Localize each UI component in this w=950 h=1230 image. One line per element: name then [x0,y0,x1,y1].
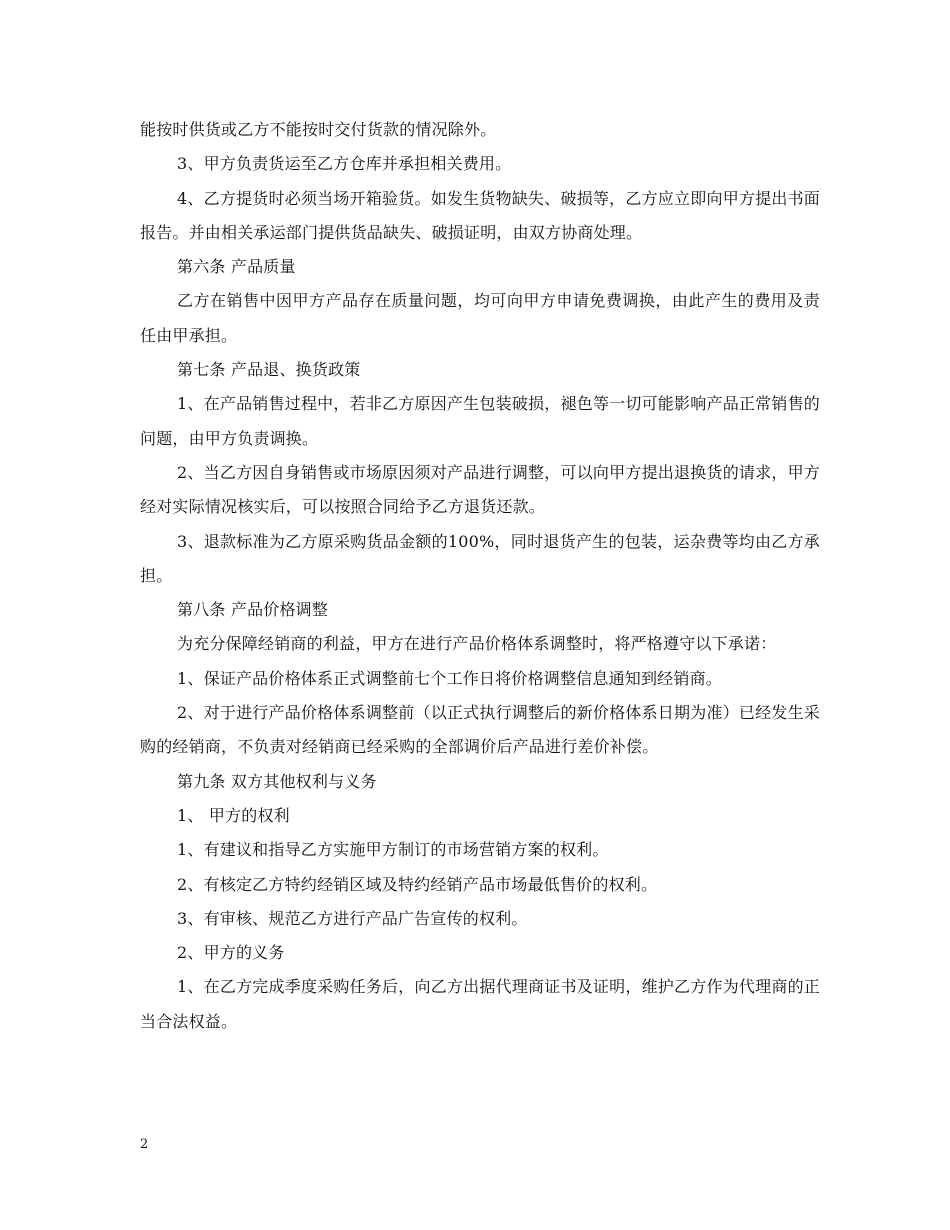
paragraph: 2、当乙方因自身销售或市场原因须对产品进行调整，可以向甲方提出退换货的请求，甲方经对实际情况核实后，可以按照合同给予乙方退货还款。 [140,462,820,517]
paragraph: 1、保证产品价格体系正式调整前七个工作日将价格调整信息通知到经销商。 [177,668,722,688]
document-body [140,113,820,1039]
paragraph: 2、对于进行产品价格体系调整前（以正式执行调整后的新价格体系日期为准）已经发生采购的经销商，不负责对经销商已经采购的全部调价后产品进行差价补偿。 [140,703,820,757]
paragraph: 1、在乙方完成季度采购任务后，向乙方出据代理商证书及证明，维护乙方作为代理商的正当合法权益。 [140,977,820,1031]
paragraph: 能按时供货或乙方不能按时交付货款的情况除外。 [140,120,497,139]
subsection-heading: 1、 甲方的权利 [177,805,290,825]
paragraph: 为充分保障经销商的利益，甲方在进行产品价格体系调整时，将严格遵守以下承诺： [177,634,777,654]
subsection-heading: 2、甲方的义务 [177,943,285,963]
paragraph: 1、在产品销售过程中，若非乙方原因产生包装破损，褪色等一切可能影响产品正常销售的问题，由甲方负责调换。 [140,394,820,448]
paragraph: 3、甲方负责货运至乙方仓库并承担相关费用。 [177,154,512,174]
paragraph: 2、有核定乙方特约经销区域及特约经销产品市场最低售价的权利。 [177,874,658,894]
paragraph: 3、退款标准为乙方原采购货品金额的100%，同时退货产生的包装，运杂费等均由乙方承担。 [140,531,820,585]
section-heading: 第六条 产品质量 [177,257,296,277]
page-number: 2 [140,1137,149,1152]
paragraph: 3、有审核、规范乙方进行产品广告宣传的权利。 [177,908,528,928]
section-heading: 第七条 产品退、换货政策 [177,360,361,380]
paragraph: 乙方在销售中因甲方产品存在质量问题，均可向甲方申请免费调换，由此产生的费用及责任由甲承担。 [140,291,820,345]
section-heading: 第九条 双方其他权利与义务 [177,771,377,791]
paragraph: 4、乙方提货时必须当场开箱验货。如发生货物缺失、破损等，乙方应立即向甲方提出书面报告。并由相关承运部门提供货品缺失、破损证明，由双方协商处理。 [140,188,820,242]
paragraph: 1、有建议和指导乙方实施甲方制订的市场营销方案的权利。 [177,840,609,860]
section-heading: 第八条 产品价格调整 [177,600,329,620]
